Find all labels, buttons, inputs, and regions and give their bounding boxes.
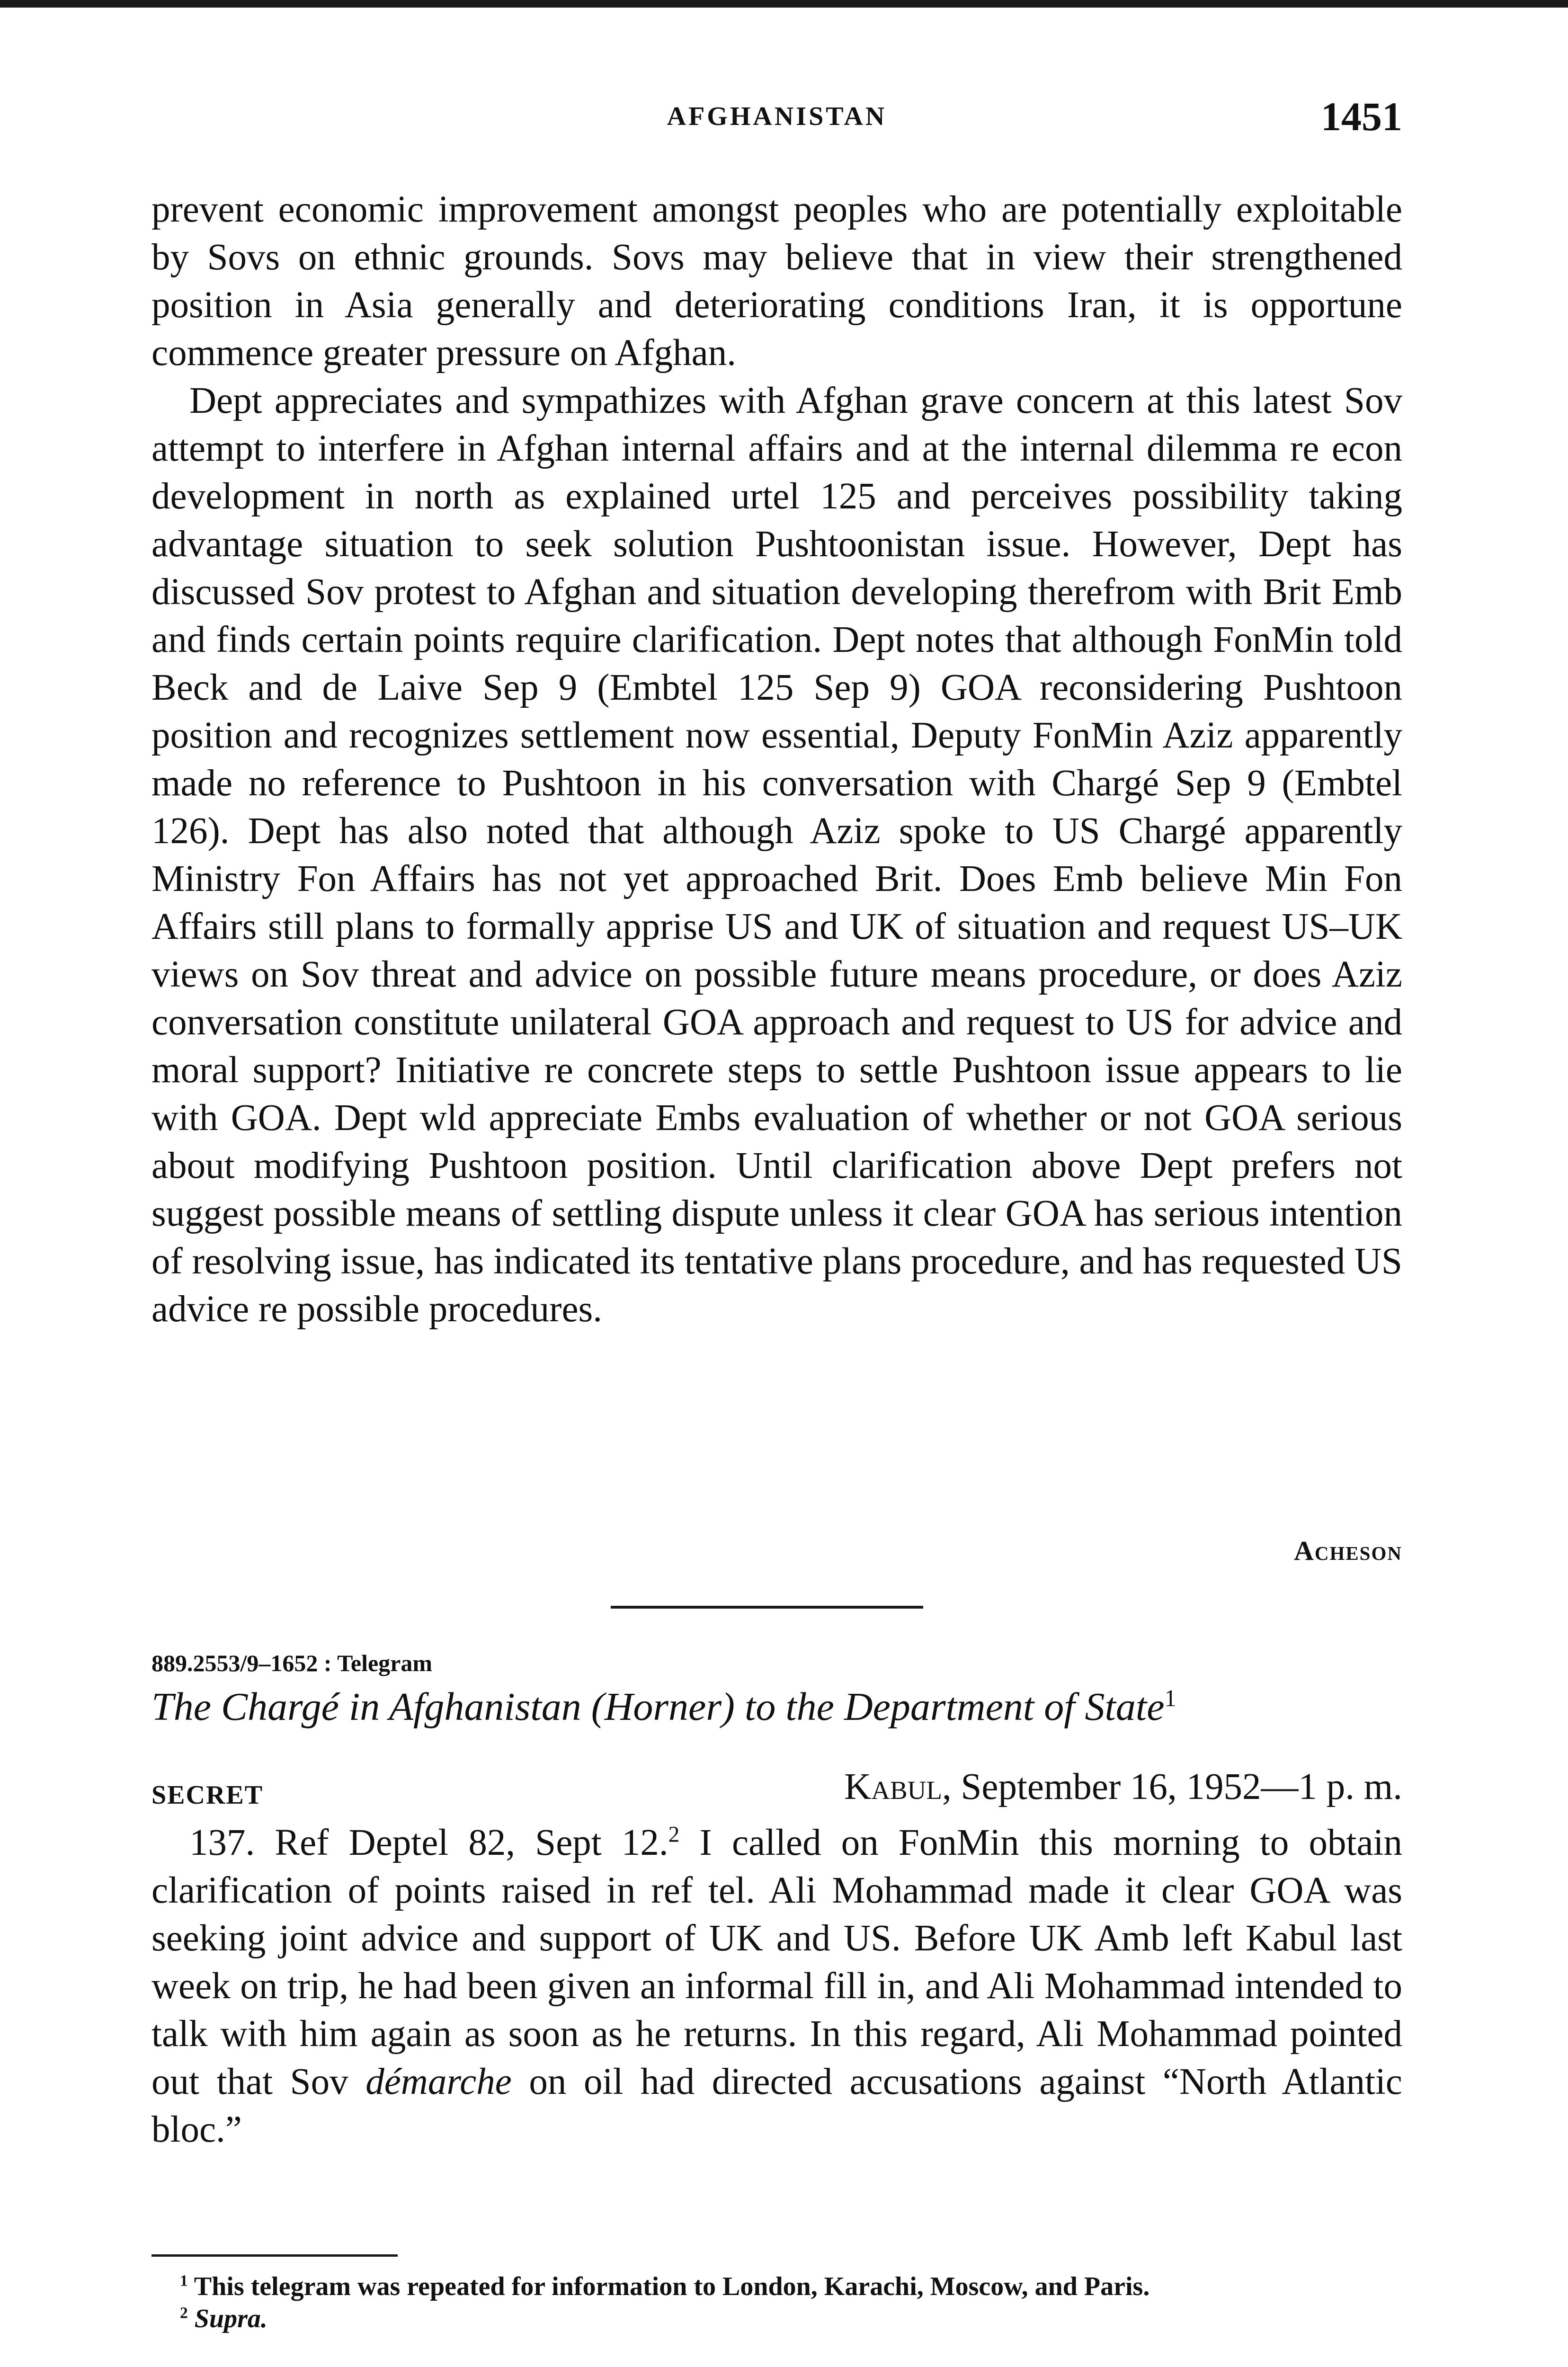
body-paragraph: Dept appreciates and sympathizes with Afghan grave concern at this latest Sov attempt to interfere in Afghan internal affairs and at the internal dilemma re econ development in north as explained urtel 125 and perceives possibility taking advantage situation to seek solution Pushtoonistan issue. However, Dept has discussed Sov protest to Afghan and situation developing therefrom with Brit Emb and finds certain points require clarification. Dept notes that although FonMin told Beck and de Laive Sep 9 (Embtel 125 Sep 9) GOA reconsidering Pushtoon position and recognizes settlement now essential, Deputy FonMin Aziz apparently made no reference to Pushtoon in his conversation with Chargé Sep 9 (Embtel 126). Dept has also noted that although Aziz spoke to US Chargé apparently Ministry Fon Affairs has not yet approached Brit. Does Emb believe Min Fon Affairs still plans to formally apprise US and UK of situation and request US–UK views on Sov threat and advice on possible future means procedure, or does Aziz conversation constitute unilateral GOA approach and request to US for advice and moral support? Initiative re concrete steps to settle Pushtoon issue appears to lie with GOA. Dept wld appreciate Embs evaluation of whether or not GOA serious about modifying Pushtoon position. Until clarification above Dept prefers not suggest possible means of settling dispute unless it clear GOA has serious intention of resolving issue, has indicated its tentative plans procedure, and has requested US advice re possible procedures. bbox=[151, 380, 1402, 1330]
page-number: 1451 bbox=[1321, 94, 1402, 139]
footnote-2 bbox=[151, 2303, 1402, 2335]
file-reference: 889.2553/9–1652 : Telegram bbox=[151, 1650, 433, 1676]
body-number: 137. Ref Deptel 82, Sept 12. bbox=[189, 1822, 668, 1863]
signature-acheson: Acheson bbox=[1293, 1535, 1402, 1566]
body-text-end: on oil had directed accusations against “North Atlantic bloc.” bbox=[151, 2061, 1402, 2150]
classification-label: SECRET bbox=[151, 1780, 264, 1810]
footnotes bbox=[151, 2270, 1402, 2335]
footnote-text: This telegram was repeated for information to London, Karachi, Moscow, and Paris. bbox=[194, 2272, 1150, 2301]
section-divider bbox=[611, 1606, 923, 1609]
dateline-place: Kabul bbox=[844, 1766, 942, 1807]
footnote-marker: 2 bbox=[180, 2304, 188, 2322]
running-title: AFGHANISTAN bbox=[667, 102, 887, 131]
footnote-text: Supra. bbox=[194, 2304, 267, 2333]
footnote-marker: 2 bbox=[668, 1822, 680, 1847]
heading-text-prefix: The Chargé in Afghanistan ( bbox=[151, 1685, 605, 1729]
heading-text-suffix: ) to the Department of State bbox=[722, 1685, 1165, 1729]
body-paragraph bbox=[151, 1819, 1402, 2153]
dateline-date: , September 16, 1952—1 p. m. bbox=[942, 1766, 1402, 1807]
heading-name: Horner bbox=[604, 1685, 722, 1729]
continued-paragraph: prevent economic improvement amongst peoples who are potentially exploitable by Sovs on ethnic grounds. Sovs may believe that in view their strengthened position in Asia generally and deteriorating conditions Iran, it is opportune commence greater pressure on Afghan. bbox=[151, 189, 1402, 374]
body-italic-term: démarche bbox=[365, 2061, 512, 2102]
dateline bbox=[844, 1766, 1402, 1808]
footnote-marker: 1 bbox=[180, 2272, 188, 2290]
telegram-body bbox=[151, 1819, 1402, 2153]
page-top-border bbox=[0, 0, 1568, 8]
footnote-marker: 1 bbox=[1164, 1685, 1176, 1711]
document-heading bbox=[151, 1683, 1402, 1731]
footnote-divider bbox=[151, 2254, 398, 2257]
previous-telegram-text bbox=[151, 186, 1402, 1333]
body-text: I called on FonMin this morning to obtain clarification of points raised in ref tel. Ali Mohammad made it clear GOA was seeking joint advice and support of UK and US. Before UK Amb left Kabul last week on trip, he had been given an informal fill in, and Ali Mohammad intended to talk with him again as soon as he returns. In this regard, Ali Mohammad pointed out that Sov bbox=[151, 1822, 1402, 2102]
running-head bbox=[151, 93, 1402, 140]
footnote-1 bbox=[151, 2270, 1402, 2303]
